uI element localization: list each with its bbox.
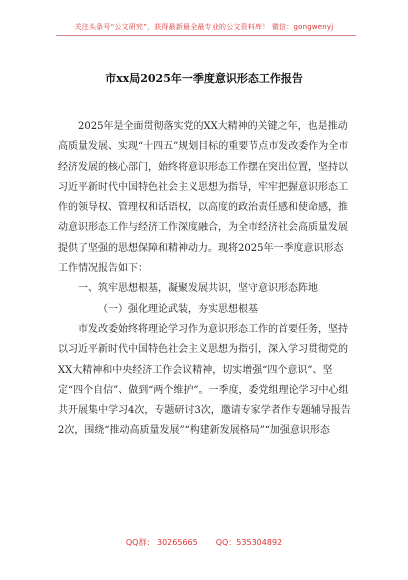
footer-qq: QQ：535304892	[215, 538, 283, 547]
document-title: 市xx局2025年一季度意识形态工作报告	[105, 72, 303, 85]
footer-qq-group: QQ群： 30265665	[125, 538, 198, 547]
document-body	[58, 117, 352, 442]
subsection-heading: （一）强化理论武装，夯实思想根基	[98, 303, 258, 315]
subsection-paragraph: 市发改委始终将理论学习作为意识形态工作的首要任务，坚持以习近平新时代中国特色社会主义思想为指引，深入学习贯彻党的XX大精神和中央经济工作会议精神，切实增强“四个意识”、坚定“四个自信”、做到“两个维护”。一季度，委党组理论学习中心组共开展集中学习4次，专题研讨3次，邀请专家学者作专题辅导报告2次，围绕“推动高质量发展”“构建新发展格局”“加强意识形态	[58, 323, 351, 437]
header-divider	[56, 35, 356, 36]
section-heading: 一、筑牢思想根基，凝聚发展共识，坚守意识形态阵地	[78, 283, 318, 295]
intro-paragraph: 2025年是全面贯彻落实党的XX大精神的关键之年，也是推动高质量发展、实现“十四五”规划目标的重要节点市发改委作为全市经济发展的核心部门，始终将意识形态工作摆在突出位置，坚持以习近平新时代中国特色社会主义思想为指导，牢牢把握意识形态工作的领导权、管理权和话语权，以高度的政治责任感和使命感，推动意识形态工作与经济工作深度融合，为全市经济社会高质量发展提供了坚强的思想保障和精神动力。现将2025年一季度意识形态工作情况报告如下：	[58, 121, 349, 275]
footer-contact	[0, 537, 408, 548]
header-note: 关注头条号“公文研究”，获得最新最全最专业的公文资料库！ 微信：gongwenyj	[74, 23, 334, 31]
